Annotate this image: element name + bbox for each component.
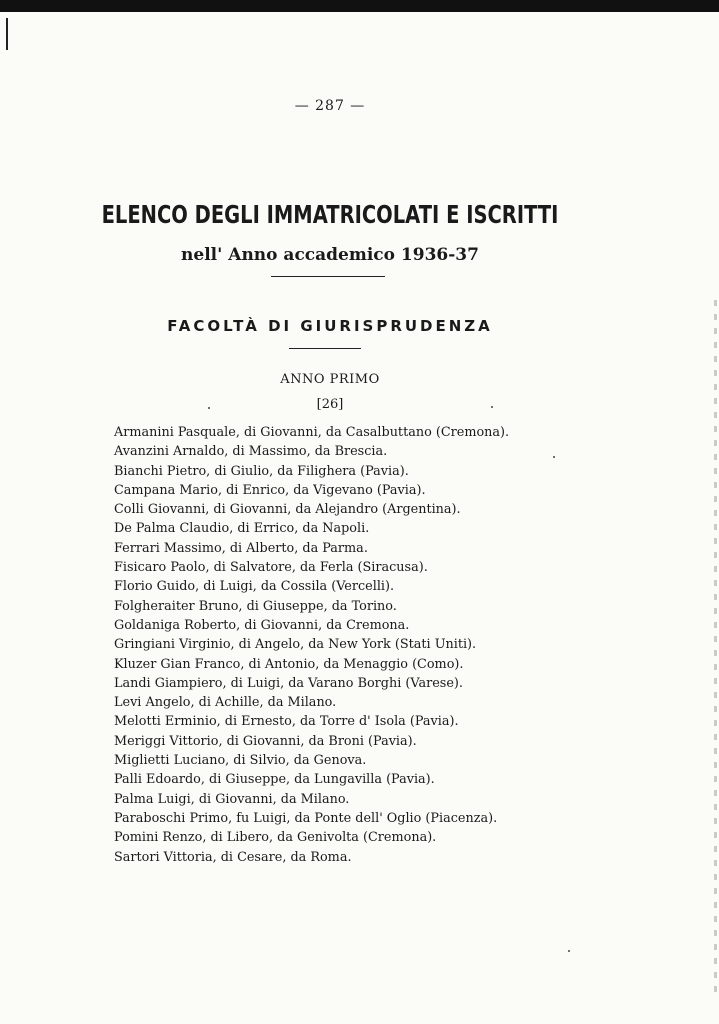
list-item: Avanzini Arnaldo, di Massimo, da Brescia. bbox=[114, 444, 388, 460]
scan-top-border bbox=[0, 0, 719, 12]
list-item: Miglietti Luciano, di Silvio, da Genova. bbox=[114, 753, 367, 769]
year-heading: ANNO PRIMO bbox=[280, 372, 380, 387]
scan-right-edge bbox=[714, 300, 717, 1000]
student-list bbox=[114, 423, 509, 867]
list-item: Campana Mario, di Enrico, da Vigevano (Pavia). bbox=[114, 482, 426, 498]
title-divider bbox=[271, 276, 385, 277]
list-item: Pomini Renzo, di Libero, da Genivolta (Cremona). bbox=[114, 830, 437, 846]
list-item: Ferrari Massimo, di Alberto, da Parma. bbox=[114, 540, 368, 556]
faculty-heading: FACOLTÀ DI GIURISPRUDENZA bbox=[167, 317, 493, 335]
list-item: Kluzer Gian Franco, di Antonio, da Menaggio (Como). bbox=[114, 656, 464, 672]
faculty-divider bbox=[289, 348, 361, 349]
list-item: Florio Guido, di Luigi, da Cossila (Vercelli). bbox=[114, 579, 395, 595]
list-item: Sartori Vittoria, di Cesare, da Roma. bbox=[114, 849, 352, 865]
list-item: Melotti Erminio, di Ernesto, da Torre d' Isola (Pavia). bbox=[114, 714, 459, 730]
list-item: De Palma Claudio, di Errico, da Napoli. bbox=[114, 521, 370, 537]
list-item: Paraboschi Primo, fu Luigi, da Ponte dell' Oglio (Piacenza). bbox=[114, 810, 498, 826]
scan-speck bbox=[491, 406, 493, 408]
list-item: Meriggi Vittorio, di Giovanni, da Broni (Pavia). bbox=[114, 733, 417, 749]
list-item: Goldaniga Roberto, di Giovanni, da Cremona. bbox=[114, 617, 410, 633]
academic-year-subtitle: nell' Anno accademico 1936-37 bbox=[181, 245, 479, 265]
list-item: Armanini Pasquale, di Giovanni, da Casalbuttano (Cremona). bbox=[114, 425, 510, 440]
list-item: Folgheraiter Bruno, di Giuseppe, da Torino. bbox=[114, 598, 397, 614]
student-count: [26] bbox=[316, 397, 344, 412]
list-item: Palli Edoardo, di Giuseppe, da Lungavilla (Pavia). bbox=[114, 772, 435, 788]
list-item: Palma Luigi, di Giovanni, da Milano. bbox=[114, 791, 350, 807]
list-item: Bianchi Pietro, di Giulio, da Filighera (Pavia). bbox=[114, 463, 409, 479]
scan-left-mark bbox=[6, 18, 8, 50]
list-item: Landi Giampiero, di Luigi, da Varano Borghi (Varese). bbox=[114, 675, 463, 691]
list-item: Fisicaro Paolo, di Salvatore, da Ferla (Siracusa). bbox=[114, 560, 428, 576]
page-number: — 287 — bbox=[294, 98, 366, 114]
list-item: Gringiani Virginio, di Angelo, da New York (Stati Uniti). bbox=[114, 637, 477, 653]
scan-speck bbox=[208, 407, 210, 409]
scan-speck bbox=[553, 456, 555, 458]
list-item: Levi Angelo, di Achille, da Milano. bbox=[114, 695, 337, 711]
page-title: ELENCO DEGLI IMMATRICOLATI E ISCRITTI bbox=[101, 200, 559, 229]
scan-speck bbox=[568, 950, 570, 952]
list-item: Colli Giovanni, di Giovanni, da Alejandro (Argentina). bbox=[114, 502, 461, 518]
